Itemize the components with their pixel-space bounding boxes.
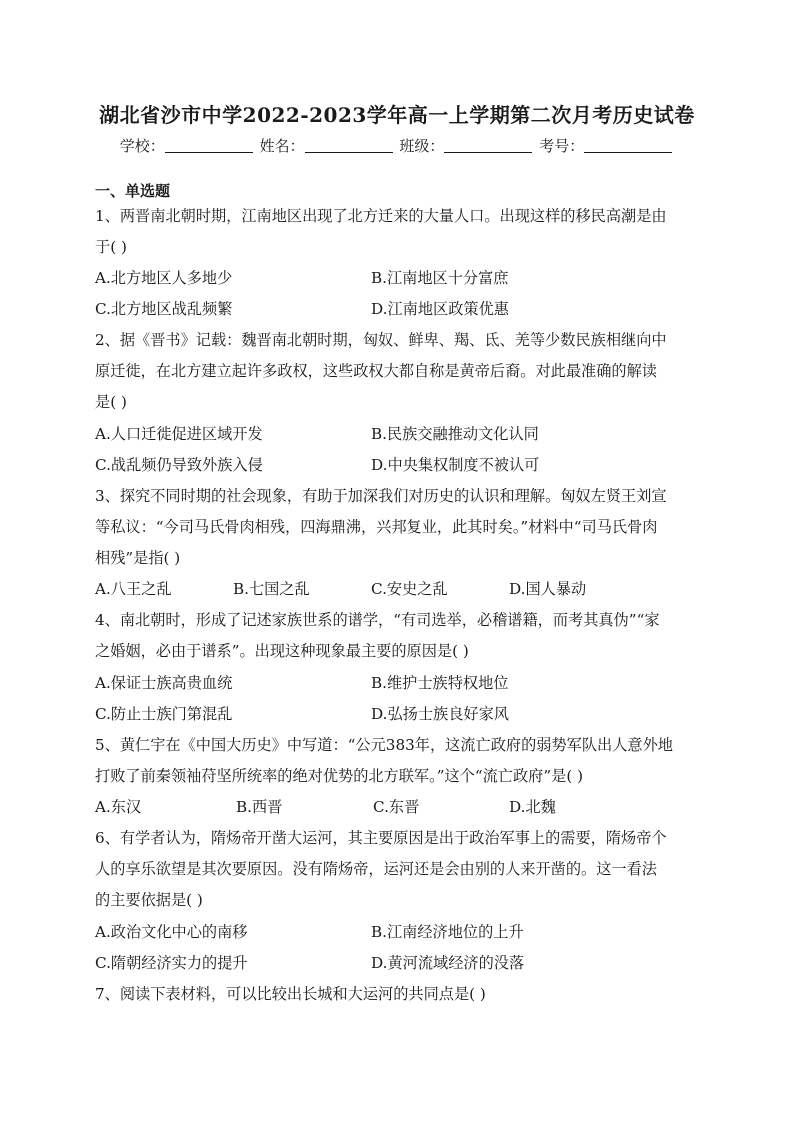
question-1-option-a[interactable]: A.北方地区人多地少 <box>95 269 233 287</box>
question-6-option-c[interactable]: C.隋朝经济实力的提升 <box>95 954 248 972</box>
question-3-line-2: 等私议：“今司马氏骨肉相残，四海鼎沸，兴邦复业，此其时矣。”材料中“司马氏骨肉 <box>95 518 658 536</box>
question-2-line-2: 原迁徙，在北方建立起许多政权，这些政权大都自称是黄帝后裔。对此最准确的解读 <box>95 362 657 380</box>
question-3-option-a[interactable]: A.八王之乱 <box>95 580 172 598</box>
question-6-line-2: 人的享乐欲望是其次要原因。没有隋炀帝，运河还是会由别的人来开凿的。这一看法 <box>95 860 657 878</box>
question-5-line-2: 打败了前秦领袖苻坚所统率的绝对优势的北方联军。”这个“流亡政府”是( ) <box>95 767 583 785</box>
question-3-option-b[interactable]: B.七国之乱 <box>233 580 310 598</box>
question-2-line-3: 是( ) <box>95 393 127 411</box>
question-5-option-c[interactable]: C.东晋 <box>373 798 420 816</box>
question-2-line-1: 2、据《晋书》记载：魏晋南北朝时期，匈奴、鲜卑、羯、氐、羌等少数民族相继向中 <box>95 331 667 349</box>
question-5-option-b[interactable]: B.西晋 <box>236 798 283 816</box>
question-4-line-2: 之婚姻，必由于谱系”。出现这种现象最主要的原因是( ) <box>95 642 469 660</box>
question-5-option-d[interactable]: D.北魏 <box>509 798 556 816</box>
question-4-option-a[interactable]: A.保证士族高贵血统 <box>95 674 233 692</box>
name-blank[interactable] <box>305 138 393 153</box>
question-4-option-d[interactable]: D.弘扬士族良好家风 <box>371 705 509 723</box>
number-label: 考号： <box>539 137 585 155</box>
question-3-line-1: 3、探究不同时期的社会现象，有助于加深我们对历史的认识和理解。匈奴左贤王刘宣 <box>95 487 667 505</box>
question-6-option-a[interactable]: A.政治文化中心的南移 <box>95 923 248 941</box>
question-2-option-b[interactable]: B.民族交融推动文化认同 <box>371 425 539 443</box>
question-1-line-2: 于( ) <box>95 238 127 256</box>
question-6-option-b[interactable]: B.江南经济地位的上升 <box>371 923 524 941</box>
number-blank[interactable] <box>584 138 672 153</box>
school-blank[interactable] <box>165 138 253 153</box>
question-4-option-b[interactable]: B.维护士族特权地位 <box>371 674 509 692</box>
class-label: 班级： <box>399 137 445 155</box>
section-heading: 一、单选题 <box>95 182 171 200</box>
question-6-line-3: 的主要依据是( ) <box>95 891 203 909</box>
question-1-line-1: 1、两晋南北朝时期，江南地区出现了北方迁来的大量人口。出现这样的移民高潮是由 <box>95 207 667 225</box>
question-3-option-c[interactable]: C.安史之乱 <box>371 580 448 598</box>
question-2-option-c[interactable]: C.战乱频仍导致外族入侵 <box>95 456 263 474</box>
question-4-line-1: 4、南北朝时，形成了记述家族世系的谱学，“有司选举，必稽谱籍，而考其真伪”“家 <box>95 611 660 629</box>
page-title: 湖北省沙市中学2022-2023学年高一上学期第二次月考历史试卷 <box>99 103 695 127</box>
question-5-line-1: 5、黄仁宇在《中国大历史》中写道：“公元383年，这流亡政府的弱势军队出人意外地 <box>95 736 673 754</box>
question-4-option-c[interactable]: C.防止士族门第混乱 <box>95 705 233 723</box>
question-6-option-d[interactable]: D.黄河流域经济的没落 <box>371 954 525 972</box>
school-label: 学校： <box>119 137 165 155</box>
question-6-line-1: 6、有学者认为，隋炀帝开凿大运河，其主要原因是出于政治军事上的需要，隋炀帝个 <box>95 829 667 847</box>
name-label: 姓名： <box>259 137 305 155</box>
question-3-line-3: 相残”是指( ) <box>95 549 181 567</box>
question-2-option-a[interactable]: A.人口迁徙促进区域开发 <box>95 425 263 443</box>
student-info-row <box>0 135 794 156</box>
question-1-option-d[interactable]: D.江南地区政策优惠 <box>371 300 509 318</box>
question-5-option-a[interactable]: A.东汉 <box>95 798 142 816</box>
class-blank[interactable] <box>444 138 532 153</box>
question-2-option-d[interactable]: D.中央集权制度不被认可 <box>371 456 540 474</box>
question-1-option-b[interactable]: B.江南地区十分富庶 <box>371 269 509 287</box>
question-7-line-1: 7、阅读下表材料，可以比较出长城和大运河的共同点是( ) <box>95 985 486 1003</box>
question-3-option-d[interactable]: D.国人暴动 <box>509 580 587 598</box>
question-1-option-c[interactable]: C.北方地区战乱频繁 <box>95 300 233 318</box>
